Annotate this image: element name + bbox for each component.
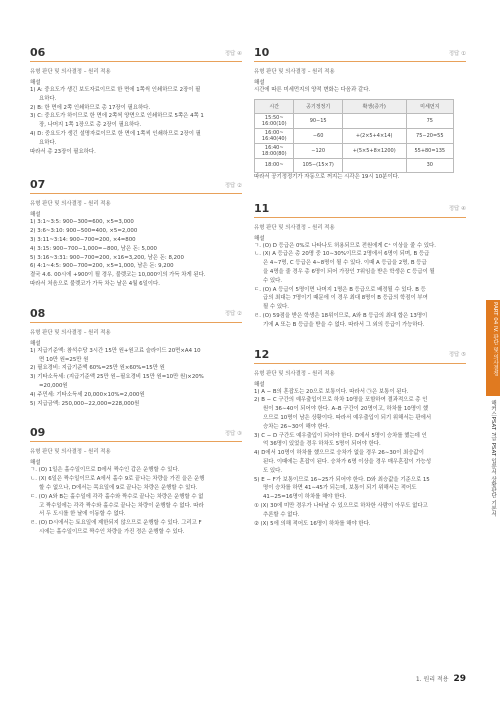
table-header-cell: 시간 [255, 99, 294, 113]
table-cell: 75−20=55 [406, 128, 453, 143]
question-category: 유형 판단 및 의사결정 – 원리 적용 [30, 201, 111, 208]
part-number-label: PART 04 [492, 302, 498, 325]
solution-line: 4) D: 중요도가 생긴 설명자료이므로 한 면에 1쪽씩 인쇄하므로 2장이 필 [30, 130, 201, 137]
solution-line: ㄹ. (O) D시에서는 토요일에 제한되지 않으므로 운행할 수 있다. 그리고 F [30, 520, 202, 527]
answer-label: 정답 ④ [224, 50, 242, 57]
solution-line: 3) 3:11~3:14: 900−700=200, ×4=800 [30, 236, 136, 243]
solution-line: ② (X) 5에 의해 적어도 16명이 하차를 해야 한다. [254, 520, 371, 527]
solution-label: 해설 [30, 212, 41, 219]
question-08-solution [30, 307, 242, 409]
solution-line: 서 두 도시를 한 날에 이동할 수 없다. [39, 511, 126, 518]
solution-line: 원이 36∼40이 되어야 한다. A–B 구간이 20명이고, 하차를 10명이 했 [263, 406, 429, 413]
solution-line: 1) A − B의 혼잡도는 20으로 보통이다. 따라서 ㉠은 보통이 된다. [254, 388, 409, 395]
answer-label: 정답 ③ [224, 430, 242, 437]
question-category: 유형 판단 및 의사결정 – 원리 적용 [254, 69, 335, 75]
table-cell: +(5×5+8×1200) [342, 143, 406, 158]
solution-line: 결국 4.6. 00시에 +900이 될 경우, 불렛코는 10,000이의 가득 차게 된다. [30, 272, 206, 279]
question-category: 유형 판단 및 의사결정 – 원리 적용 [254, 370, 335, 377]
solution-line: ㄴ. (X) A 등급은 총 20명 중 10∼30%이므로 2명에서 6명이 되며, B 등급 [254, 251, 430, 258]
answer-label: 정답 ④ [448, 206, 466, 213]
solution-line: 요하다. [39, 95, 57, 102]
solution-label: 해설 [30, 80, 41, 86]
solution-line: 3) C: 중요도가 하이므로 한 면에 2쪽씩 양면으로 인쇄하므로 5쪽은 4쪽 1 [30, 113, 204, 120]
footer-section: 1. 원리 적용 [415, 676, 449, 683]
solution-line: 1) 지급기준액: 참석수당 3시간 15만 원+원고료 슬라이드 20면×A4 10 [30, 347, 201, 354]
solution-line: ① (X) 30에 미만 경우가 나타날 수 있으므로 하차한 사람이 아무도 없다고 [254, 502, 428, 509]
question-category: 유형 판단 및 의사결정 – 원리 적용 [30, 69, 111, 75]
solution-label: 해설 [254, 80, 265, 86]
table-header-cell: 미세먼지 [406, 99, 453, 113]
table-header-row [255, 99, 454, 113]
table-cell: 55+80=135 [406, 143, 453, 158]
question-number: 07 [30, 178, 46, 192]
question-number: 11 [254, 201, 270, 215]
table-cell: −60 [294, 128, 342, 143]
dust-change-table [254, 99, 454, 173]
solution-line: 3) C − D 구간도 예우출입이 되어야 한다. D에서 5명이 승차를 했는데 인 [254, 432, 427, 439]
solution-line: 4) 주민세: 기타소득세 20,000×10%=2,000원 [30, 391, 145, 398]
table-cell: 30 [406, 158, 453, 172]
solution-line: ㄷ. (O) A와 B는 홀수일에 각각 홀수와 짝수로 끝나는 차량은 운행할 수 없 [30, 493, 204, 500]
solution-line: 추론할 수 없다. [263, 511, 300, 518]
solution-line: 2) B: 한 면에 2쪽 인쇄하므로 총 17장이 필요하다. [30, 104, 151, 111]
solution-line: ㄹ. (O) 59점을 받은 학생은 18위이므로, A와 B 등급의 최대 합은 13명이 [254, 312, 428, 319]
question-number: 06 [30, 46, 46, 59]
solution-line: ㄱ. (O) D 등급은 0%로 나타나도 허용되므로 전원에게 C⁺ 이상을 줄 수 있다. [254, 242, 436, 249]
table-header-cell: 확생(증가) [342, 99, 406, 113]
question-10-solution [254, 46, 466, 182]
table-cell: 16:00~ 16:40(40) [255, 128, 294, 143]
solution-line: 5) E − F가 보통이므로 16∼25가 되어야 한다. D와 최승값을 기준으로 15 [254, 476, 430, 483]
answer-label: 정답 ⑤ [448, 352, 466, 359]
answer-label: 정답 ② [224, 311, 242, 318]
answer-label: 정답 ② [224, 182, 242, 189]
right-column [254, 46, 466, 528]
part-side-tab-label [487, 302, 499, 376]
solution-line: ㄴ. (X) 6일은 짝수일이므로 A에서 홀수 9로 끝나는 차량을 가진 을은 운행 [30, 476, 205, 483]
solution-line: 수 있다. [263, 277, 283, 284]
solution-line: 으므로 10명이 남은 상황이다. 따라서 예우출입이 되기 위해서는 판에서 [263, 414, 432, 421]
question-06-solution [30, 46, 242, 156]
table-cell: 15:50~ 16:00(10) [255, 113, 294, 128]
solution-line: 2) 3:6~3:10: 900−500=400, ×5=2,000 [30, 228, 138, 235]
question-12-solution [254, 348, 466, 529]
solution-line: 3) 기타소득세: (지급기준액 25만 원−필요경비 15만 원=10만 원)×20% [30, 374, 204, 381]
solution-line: 기에 A 또는 B 등급을 받을 수 없다. 따라서 그 외의 등급이 가능하다. [263, 321, 425, 328]
solution-line: 4) 3:15: 900−700−1,000=−800, 남은 돈: 5,000 [30, 245, 157, 252]
solution-line: 억 36명이 있었을 경우 하차도 5명이 되어야 한다. [263, 441, 381, 448]
question-header [30, 307, 242, 323]
question-number: 10 [254, 46, 270, 59]
book-title-vertical: 해커스PSAT 7급 PSAT 입문서 상황판단 기본서 [490, 400, 496, 517]
solution-line: 장, 나머지 1쪽 1장으로 총 2장이 필요하다. [39, 122, 142, 129]
solution-line: 승차는 26∼30이 해야 한다. [263, 423, 330, 430]
solution-line: 도 있다. [263, 467, 283, 474]
question-header [30, 46, 242, 62]
solution-line: 된다. 이때에는 혼잡이 된다. 승차가 6명 이상을 경우 매우혼잡이 가능성 [263, 458, 432, 465]
question-number: 08 [30, 306, 46, 320]
solution-line: 면 10만 원=25만 원 [39, 356, 89, 363]
page-footer [416, 674, 466, 684]
solution-label: 해설 [254, 235, 265, 242]
table-cell: 16:40~ 18:00(80) [255, 143, 294, 158]
question-header [254, 46, 466, 62]
solution-line: 5) 3:16~3:31: 900−700=200, ×16=3,200, 남은 돈: 8,200 [30, 254, 184, 261]
page-number: 29 [453, 674, 466, 684]
solution-line: 을 4명을 줄 경우 총 6명이 되어 가장인 7위임을 받은 학생은 C 등급이 될 [263, 268, 435, 275]
solution-line: ㄱ. (O) 1일은 홀수일이므로 D에서 짝수인 갑은 운행할 수 있다. [30, 467, 180, 474]
table-cell: 105−(15×7) [294, 158, 342, 172]
solution-line: 5) 지급금액: 250,000−22,000=228,000원 [30, 400, 140, 407]
question-header [254, 202, 466, 218]
part-title-label: IV. 판단 및 의사결정 [492, 326, 498, 377]
solution-line: 시에는 홀수일이므로 짝수인 차량을 가진 정은 운행할 수 있다. [39, 528, 185, 535]
solution-line: 4) D에서 10명이 하차를 했으므로 승차가 없을 경우 26∼30이 최승값이 [254, 450, 424, 457]
solution-line: 은 4∼7명, C 등급은 4∼8명이 될 수 있다. 이때 A 등급을 2명, B 등급 [263, 260, 427, 267]
solution-line: 요하다. [39, 139, 57, 146]
question-07-solution [30, 178, 242, 288]
solution-label: 해설 [254, 381, 265, 388]
solution-line: 따라서 총 23장이 필요하다. [30, 148, 96, 155]
table-row [255, 128, 454, 143]
solution-line: 1) A: 중요도가 생긴 보도자료이므로 한 면에 1쪽씩 인쇄하므로 2장이 필 [30, 87, 201, 93]
question-11-solution [254, 202, 466, 330]
solution-line: 될 수 있다. [263, 304, 289, 311]
question-number: 12 [254, 347, 270, 361]
question-header [30, 426, 242, 442]
solution-line: 할 수 없으나, D에서는 목요일에 9로 끝나는 차량은 운행할 수 있다. [39, 484, 198, 491]
table-row [255, 113, 454, 128]
solution-line: 6) 4:1~4:5: 900−700=200, ×5=1,000, 남은 돈: 9,200 [30, 263, 174, 270]
table-cell: 18:00~ [255, 158, 294, 172]
question-category: 유형 판단 및 의사결정 – 원리 적용 [30, 449, 111, 456]
question-number: 09 [30, 426, 46, 440]
solution-line: 고 짝수일에는 각각 짝수와 홀수로 끝나는 차량이 운행할 수 없다. 따라 [39, 502, 204, 509]
table-cell [342, 113, 406, 128]
solution-line: 41−25=16명이 하차를 해야 한다. [263, 494, 347, 501]
question-header [254, 348, 466, 364]
table-cell: +(2×5+4×14) [342, 128, 406, 143]
table-cell: −120 [294, 143, 342, 158]
table-cell: 75 [406, 113, 453, 128]
solution-line: 1) 3:1~3:5: 900−300=600, ×5=3,000 [30, 219, 134, 226]
solution-line: 급의 최대는 7명이기 때문에 이 경우 최대 8명이 B 등급의 학점이 부여 [263, 295, 428, 302]
question-header [30, 178, 242, 194]
solution-label: 해설 [30, 340, 41, 347]
solution-line: ㄷ. (O) A 등급이 5명이면 나머지 1명은 B 등급으로 배정될 수 있다. B 등 [254, 286, 426, 293]
table-cell [342, 158, 406, 172]
table-cell: 90−15 [294, 113, 342, 128]
table-row [255, 143, 454, 158]
solution-label: 해설 [30, 460, 41, 467]
table-row [255, 158, 454, 172]
answer-label: 정답 ① [448, 50, 466, 57]
question-09-solution [30, 426, 242, 536]
solution-intro: 시간에 따른 미세먼지의 양적 변화는 다음과 같다. [254, 87, 371, 93]
solution-line: 2) 필요경비: 지급기준액 60%=25만 원×60%=15만 원 [30, 365, 165, 372]
solution-line: =20,000원 [39, 382, 68, 389]
question-category: 유형 판단 및 의사결정 – 원리 적용 [30, 329, 111, 336]
table-header-cell: 공기정정기 [294, 99, 342, 113]
solution-line: 2) B − C 구간의 예우출입이므로 하차 10명을 포함하여 결과적으로 총 인 [254, 397, 428, 404]
left-column [30, 46, 242, 537]
solution-line: 따라서 처음으로 불렛코가 가득 차는 날은 4월 6일이다. [30, 280, 160, 287]
solution-line: 명이 승차를 하면 41∼45가 되는데, 보통이 되기 위해서는 적어도 [263, 485, 417, 492]
solution-line: 따라서 공기정정기가 자동으로 꺼지는 시각은 19시 10분이다. [254, 173, 400, 180]
question-category: 유형 판단 및 의사결정 – 원리 적용 [254, 224, 335, 231]
